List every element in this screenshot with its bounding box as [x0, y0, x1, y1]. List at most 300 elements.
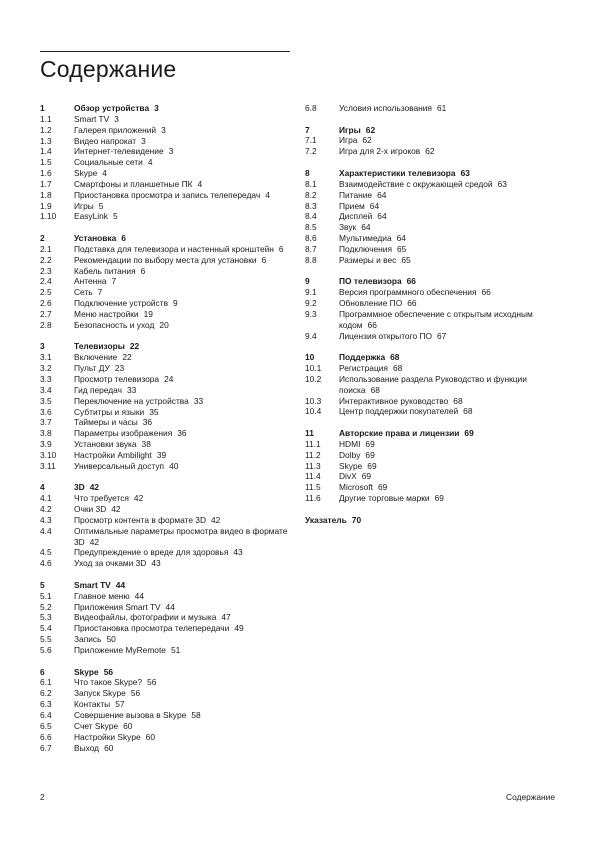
entry-text-wrap	[74, 677, 292, 688]
entry-page-number: 42	[211, 514, 221, 525]
toc-entry-link[interactable]	[305, 233, 557, 244]
entry-text-wrap	[74, 688, 292, 699]
entry-title: Оптимальные параметры просмотра видео в формате 3D	[74, 525, 288, 547]
toc-entry-link[interactable]	[305, 287, 557, 298]
toc-chapter-link[interactable]	[40, 667, 292, 678]
toc-entry-link[interactable]	[305, 439, 557, 450]
entry-title: Настройки Ambilight	[74, 449, 152, 460]
toc-right-column	[305, 103, 557, 526]
toc-entry-link[interactable]	[40, 515, 292, 526]
entry-title: Версия программного обеспечения	[339, 287, 477, 298]
entry-page-number: 69	[365, 438, 375, 449]
entry-text-wrap	[339, 331, 557, 342]
toc-entry-link[interactable]	[40, 385, 292, 396]
toc-entry-link[interactable]	[40, 526, 292, 548]
toc-section	[305, 352, 557, 417]
toc-entry-link[interactable]	[40, 645, 292, 656]
toc-entry-link[interactable]	[40, 623, 292, 634]
entry-page-number: 42	[133, 493, 144, 504]
entry-text-wrap	[74, 320, 292, 331]
entry-number: 8.7	[305, 243, 317, 254]
toc-section	[40, 482, 292, 569]
entry-title: Лицензия открытого ПО	[339, 330, 432, 341]
entry-title: Взаимодействие с окружающей средой	[339, 178, 493, 189]
chapter-title-wrap	[339, 276, 557, 287]
entry-title: Что такое Skype?	[74, 677, 143, 688]
entry-text-wrap	[74, 721, 292, 732]
entry-text-wrap	[339, 309, 533, 330]
entry-page-number: 43	[151, 558, 161, 569]
toc-chapter-link[interactable]	[305, 428, 557, 439]
toc-entry-link[interactable]	[40, 504, 292, 515]
entry-number: 4.4	[40, 525, 52, 536]
toc-entry-link[interactable]	[40, 146, 292, 157]
toc-entry-link[interactable]	[305, 255, 557, 266]
toc-entry-link[interactable]	[40, 136, 292, 147]
toc-entry-link[interactable]	[305, 309, 557, 331]
toc-entry-link[interactable]	[40, 439, 292, 450]
entry-page-number: 69	[434, 493, 444, 504]
entry-title: DivX	[339, 471, 357, 482]
toc-entry-link[interactable]	[40, 428, 292, 439]
toc-chapter-link[interactable]	[305, 276, 557, 287]
chapter-title: Установка	[74, 233, 117, 244]
toc-entry-link[interactable]	[305, 482, 557, 493]
toc-entry-link[interactable]	[40, 677, 292, 688]
entry-page-number: 36	[142, 417, 153, 428]
entry-page-number: 4	[147, 157, 153, 168]
entry-page-number: 19	[143, 308, 153, 319]
entry-number: 1.9	[40, 200, 52, 211]
entry-title: Гид передач	[74, 384, 123, 395]
entry-text-wrap	[339, 211, 557, 222]
page-title: Содержание	[40, 56, 177, 82]
toc-entry-link[interactable]	[305, 201, 557, 212]
chapter-title-wrap	[74, 103, 292, 114]
entry-text-wrap	[74, 699, 292, 710]
toc-entry-link[interactable]	[40, 374, 292, 385]
entry-title: Сеть	[74, 287, 93, 298]
entry-page-number: 51	[170, 645, 181, 655]
toc-entry-link[interactable]	[40, 298, 292, 309]
entry-page-number: 20	[159, 319, 169, 330]
toc-entry-link[interactable]	[40, 179, 292, 190]
entry-number: 6.2	[40, 688, 52, 699]
entry-text-wrap	[339, 450, 557, 461]
entry-title: Включение	[74, 352, 118, 363]
entry-title: Совершение вызова в Skype	[74, 710, 187, 721]
chapter-page-number: 6	[121, 233, 126, 244]
entry-title: Просмотр телевизора	[74, 374, 160, 384]
entry-number: 2.4	[40, 276, 52, 287]
chapter-title-wrap	[74, 482, 292, 493]
chapter-number: 6	[40, 666, 45, 677]
entry-page-number: 44	[165, 601, 175, 612]
toc-entry-link[interactable]	[40, 211, 292, 222]
toc-left-column	[40, 103, 292, 764]
toc-chapter-link[interactable]	[40, 580, 292, 591]
toc-chapter-link[interactable]	[40, 233, 292, 244]
toc-section	[40, 667, 292, 754]
entry-number: 2.7	[40, 308, 52, 319]
entry-title: Microsoft	[339, 482, 373, 493]
entry-title: Контакты	[74, 699, 111, 710]
entry-text-wrap	[74, 179, 292, 190]
toc-entry-link[interactable]	[40, 266, 292, 277]
toc-entry-link[interactable]	[40, 168, 292, 179]
entry-page-number: 40	[169, 460, 179, 471]
entry-text-wrap	[74, 201, 292, 212]
toc-entry-link[interactable]	[305, 450, 557, 461]
entry-page-number: 39	[156, 449, 167, 460]
entry-text-wrap	[74, 244, 284, 254]
entry-text-wrap	[74, 558, 292, 569]
toc-entry-link[interactable]	[40, 201, 292, 212]
chapter-title: Телевизоры	[74, 341, 125, 352]
entry-title: Подключения	[339, 243, 392, 254]
toc-entry-link[interactable]	[40, 699, 292, 710]
toc-entry-link[interactable]	[305, 331, 557, 342]
entry-title: Приостановка просмотра телепередачи	[74, 623, 230, 634]
entry-page-number: 3	[161, 124, 166, 135]
toc-entry-link[interactable]	[40, 255, 292, 266]
toc-entry-link[interactable]	[40, 612, 292, 623]
entry-text-wrap	[339, 103, 557, 114]
toc-entry-link[interactable]	[40, 287, 292, 298]
entry-page-number: 60	[145, 731, 155, 742]
entry-page-number: 57	[115, 699, 125, 710]
entry-number: 8.4	[305, 211, 317, 222]
toc-section	[40, 341, 292, 471]
toc-chapter-link[interactable]	[40, 341, 292, 352]
toc-entry-link[interactable]	[305, 179, 557, 190]
entry-page-number: 3	[168, 146, 174, 157]
entry-title: Запуск Skype	[74, 688, 126, 699]
chapter-page-number: 62	[365, 124, 376, 135]
entry-page-number: 3	[114, 113, 119, 124]
entry-number: 9.1	[305, 287, 317, 298]
entry-title: Приложение MyRemote	[74, 645, 166, 655]
entry-number: 3.6	[40, 406, 52, 417]
entry-text-wrap	[339, 233, 557, 244]
entry-text-wrap	[339, 244, 557, 255]
toc-entry-link[interactable]	[305, 374, 557, 396]
entry-text-wrap	[74, 623, 292, 634]
toc-entry-link[interactable]	[305, 103, 557, 114]
entry-number: 10.2	[305, 373, 322, 384]
entry-title: Галерея приложений	[74, 124, 157, 135]
entry-text-wrap	[74, 266, 292, 277]
chapter-number: 3	[40, 341, 45, 352]
chapter-page-number: 42	[89, 482, 100, 493]
toc-entry-link[interactable]	[305, 190, 557, 201]
entry-text-wrap	[74, 612, 292, 623]
entry-title: Skype	[74, 168, 98, 179]
index-link[interactable]	[305, 515, 557, 526]
toc-entry-link[interactable]	[40, 450, 292, 461]
entry-text-wrap	[339, 396, 557, 407]
entry-page-number: 4	[197, 178, 203, 189]
entry-title: Обновление ПО	[339, 298, 403, 309]
entry-title: Условия использования	[339, 103, 432, 113]
entry-text-wrap	[74, 526, 287, 547]
entry-page-number: 69	[367, 460, 377, 471]
entry-page-number: 36	[177, 428, 187, 439]
entry-page-number: 60	[123, 720, 133, 731]
entry-text-wrap	[339, 255, 557, 266]
toc-entry-link[interactable]	[40, 125, 292, 136]
toc-entry-link[interactable]	[305, 406, 557, 417]
chapter-title: Игры	[339, 124, 361, 135]
entry-text-wrap	[339, 298, 557, 309]
entry-text-wrap	[74, 309, 292, 320]
chapter-page-number: 68	[390, 352, 400, 363]
toc-entry-link[interactable]	[305, 363, 557, 374]
entry-title: Таймеры и часы	[74, 417, 138, 428]
entry-title: Просмотр контента в формате 3D	[74, 514, 207, 525]
toc-section	[305, 168, 557, 266]
entry-title: Выход	[74, 742, 100, 753]
entry-number: 4.3	[40, 514, 52, 525]
entry-number: 3.10	[40, 449, 57, 460]
toc-section	[305, 125, 557, 158]
entry-number: 5.2	[40, 601, 52, 612]
entry-number: 3.7	[40, 417, 52, 428]
entry-text-wrap	[74, 407, 292, 418]
entry-number: 6.5	[40, 720, 52, 731]
entry-page-number: 66	[407, 298, 417, 309]
entry-text-wrap	[74, 211, 292, 222]
entry-text-wrap	[74, 428, 292, 439]
entry-page-number: 66	[481, 287, 491, 298]
entry-page-number: 65	[396, 243, 407, 254]
toc-entry-link[interactable]	[40, 710, 292, 721]
entry-page-number: 6	[140, 265, 146, 276]
toc-entry-link[interactable]	[40, 157, 292, 168]
toc-section	[305, 103, 557, 114]
entry-title: Dolby	[339, 449, 361, 460]
entry-page-number: 64	[396, 233, 406, 244]
entry-number: 2.6	[40, 298, 52, 309]
entry-title: Главное меню	[74, 590, 130, 601]
toc-entry-link[interactable]	[40, 721, 292, 732]
toc-entry-link[interactable]	[305, 298, 557, 309]
entry-page-number: 38	[141, 439, 151, 450]
entry-title: Что требуется	[74, 493, 129, 504]
entry-title: Игра	[339, 135, 358, 146]
entry-page-number: 69	[361, 471, 372, 482]
toc-entry-link[interactable]	[40, 244, 292, 255]
entry-title: Размеры и вес	[339, 254, 397, 265]
entry-text-wrap	[74, 385, 292, 396]
chapter-title-wrap	[74, 341, 292, 352]
entry-title: Интернет-телевидение	[74, 146, 164, 157]
entry-page-number: 68	[392, 363, 403, 374]
entry-text-wrap	[74, 461, 292, 472]
entry-page-number: 7	[97, 287, 103, 298]
toc-entry-link[interactable]	[40, 602, 292, 613]
toc-entry-link[interactable]	[40, 276, 292, 287]
toc-entry-link[interactable]	[40, 309, 292, 320]
toc-entry-link[interactable]	[40, 558, 292, 569]
entry-title: Smart TV	[74, 113, 110, 124]
entry-page-number: 24	[164, 374, 174, 384]
entry-title: Счет Skype	[74, 720, 119, 731]
entry-number: 1.3	[40, 135, 52, 146]
toc-entry-link[interactable]	[305, 493, 557, 504]
entry-text-wrap	[339, 222, 557, 233]
chapter-page-number: 66	[406, 276, 416, 287]
entry-text-wrap	[74, 634, 292, 645]
footer-page-number: 2	[40, 792, 45, 802]
entry-number: 8.6	[305, 233, 317, 244]
entry-title: Установки звука	[74, 439, 137, 450]
entry-text-wrap	[74, 515, 292, 526]
toc-entry-link[interactable]	[40, 547, 292, 558]
entry-page-number: 64	[361, 222, 371, 233]
entry-page-number: 66	[367, 319, 377, 330]
toc-entry-link[interactable]	[40, 320, 292, 331]
toc-entry-link[interactable]	[40, 461, 292, 472]
entry-number: 4.2	[40, 504, 52, 515]
entry-number: 4.1	[40, 493, 52, 504]
entry-title: Дисплей	[339, 211, 373, 222]
entry-text-wrap	[339, 471, 557, 482]
entry-text-wrap	[74, 602, 292, 613]
chapter-title-wrap	[339, 352, 557, 363]
entry-text-wrap	[74, 190, 292, 201]
toc-entry-link[interactable]	[40, 114, 292, 125]
toc-entry-link[interactable]	[40, 634, 292, 645]
toc-chapter-link[interactable]	[40, 482, 292, 493]
entry-title: Прием	[339, 200, 365, 211]
entry-page-number: 67	[436, 330, 447, 341]
entry-page-number: 42	[89, 536, 100, 547]
entry-number: 2.5	[40, 287, 52, 298]
entry-text-wrap	[74, 493, 292, 504]
entry-page-number: 22	[122, 352, 132, 363]
entry-title: Запись	[74, 634, 102, 645]
chapter-page-number: 22	[129, 341, 140, 352]
entry-title: Субтитры и языки	[74, 406, 145, 417]
entry-title: Регистрация	[339, 363, 388, 374]
toc-section	[305, 276, 557, 341]
toc-entry-link[interactable]	[40, 732, 292, 743]
entry-title: Пульт ДУ	[74, 363, 110, 374]
entry-number: 6.3	[40, 699, 52, 710]
entry-number: 1.1	[40, 113, 52, 124]
entry-number: 11.6	[305, 493, 321, 504]
entry-title: Игры	[74, 200, 94, 211]
footer-section-name: Содержание	[506, 792, 555, 802]
toc-entry-link[interactable]	[305, 211, 557, 222]
entry-number: 3.3	[40, 374, 52, 384]
entry-number: 1.2	[40, 124, 52, 135]
toc-entry-link[interactable]	[305, 146, 557, 157]
entry-title: Социальные сети	[74, 157, 143, 168]
entry-page-number: 50	[106, 634, 116, 645]
entry-text-wrap	[339, 287, 557, 298]
entry-text-wrap	[74, 276, 292, 287]
toc-entry-link[interactable]	[40, 396, 292, 407]
toc-entry-link[interactable]	[305, 244, 557, 255]
entry-page-number: 6	[278, 243, 284, 254]
toc-entry-link[interactable]	[40, 743, 292, 754]
entry-number: 3.8	[40, 428, 52, 439]
entry-title: Антенна	[74, 276, 107, 287]
chapter-title-wrap	[339, 125, 557, 136]
chapter-page-number: 69	[464, 428, 474, 439]
entry-text-wrap	[339, 461, 557, 472]
entry-page-number: 33	[127, 384, 137, 395]
chapter-title: 3D	[74, 482, 85, 493]
toc-chapter-link[interactable]	[305, 168, 557, 179]
toc-entry-link[interactable]	[40, 417, 292, 428]
toc-entry-link[interactable]	[40, 591, 292, 602]
toc-entry-link[interactable]	[40, 493, 292, 504]
entry-title: Рекомендации по выбору места для установки	[74, 254, 257, 265]
entry-number: 11.3	[305, 460, 321, 471]
entry-page-number: 47	[221, 612, 231, 623]
toc-entry-link[interactable]	[40, 688, 292, 699]
entry-text-wrap	[339, 146, 557, 157]
toc-entry-link[interactable]	[40, 352, 292, 363]
chapter-title-wrap	[339, 168, 557, 179]
toc-chapter-link[interactable]	[305, 125, 557, 136]
chapter-page-number: 44	[115, 579, 126, 590]
entry-page-number: 23	[114, 363, 125, 374]
entry-text-wrap	[74, 298, 292, 309]
entry-text-wrap	[339, 201, 557, 212]
toc-entry-link[interactable]	[305, 471, 557, 482]
toc-chapter-link[interactable]	[40, 103, 292, 114]
entry-text-wrap	[74, 547, 292, 558]
chapter-number: 10	[305, 352, 315, 363]
entry-text-wrap	[339, 135, 557, 146]
entry-page-number: 64	[369, 200, 380, 211]
entry-number: 6.7	[40, 742, 52, 753]
toc-entry-link[interactable]	[40, 190, 292, 201]
entry-page-number: 43	[233, 547, 243, 558]
chapter-title-wrap	[74, 233, 292, 244]
entry-text-wrap	[74, 645, 292, 656]
toc-entry-link[interactable]	[305, 396, 557, 407]
entry-number: 11.5	[305, 482, 321, 493]
toc-entry-link[interactable]	[305, 222, 557, 233]
toc-entry-link[interactable]	[40, 407, 292, 418]
entry-number: 9.2	[305, 298, 317, 309]
entry-text-wrap	[74, 710, 292, 721]
toc-entry-link[interactable]	[305, 135, 557, 146]
entry-text-wrap	[339, 363, 557, 374]
entry-title: Уход за очками 3D	[74, 558, 147, 569]
entry-title: Мультимедиа	[339, 233, 392, 244]
entry-page-number: 69	[365, 449, 375, 460]
toc-entry-link[interactable]	[40, 363, 292, 374]
entry-number: 1.4	[40, 146, 52, 157]
chapter-title: Авторские права и лицензии	[339, 428, 460, 439]
entry-title: Игра для 2-х игроков	[339, 146, 421, 157]
entry-page-number: 56	[130, 688, 141, 699]
entry-page-number: 61	[436, 103, 447, 113]
entry-text-wrap	[74, 146, 292, 157]
entry-title: Предупреждение о вреде для здоровья	[74, 547, 229, 558]
toc-chapter-link[interactable]	[305, 352, 557, 363]
entry-text-wrap	[74, 450, 292, 461]
toc-entry-link[interactable]	[305, 461, 557, 472]
entry-number: 1.7	[40, 178, 52, 189]
entry-text-wrap	[74, 439, 292, 450]
